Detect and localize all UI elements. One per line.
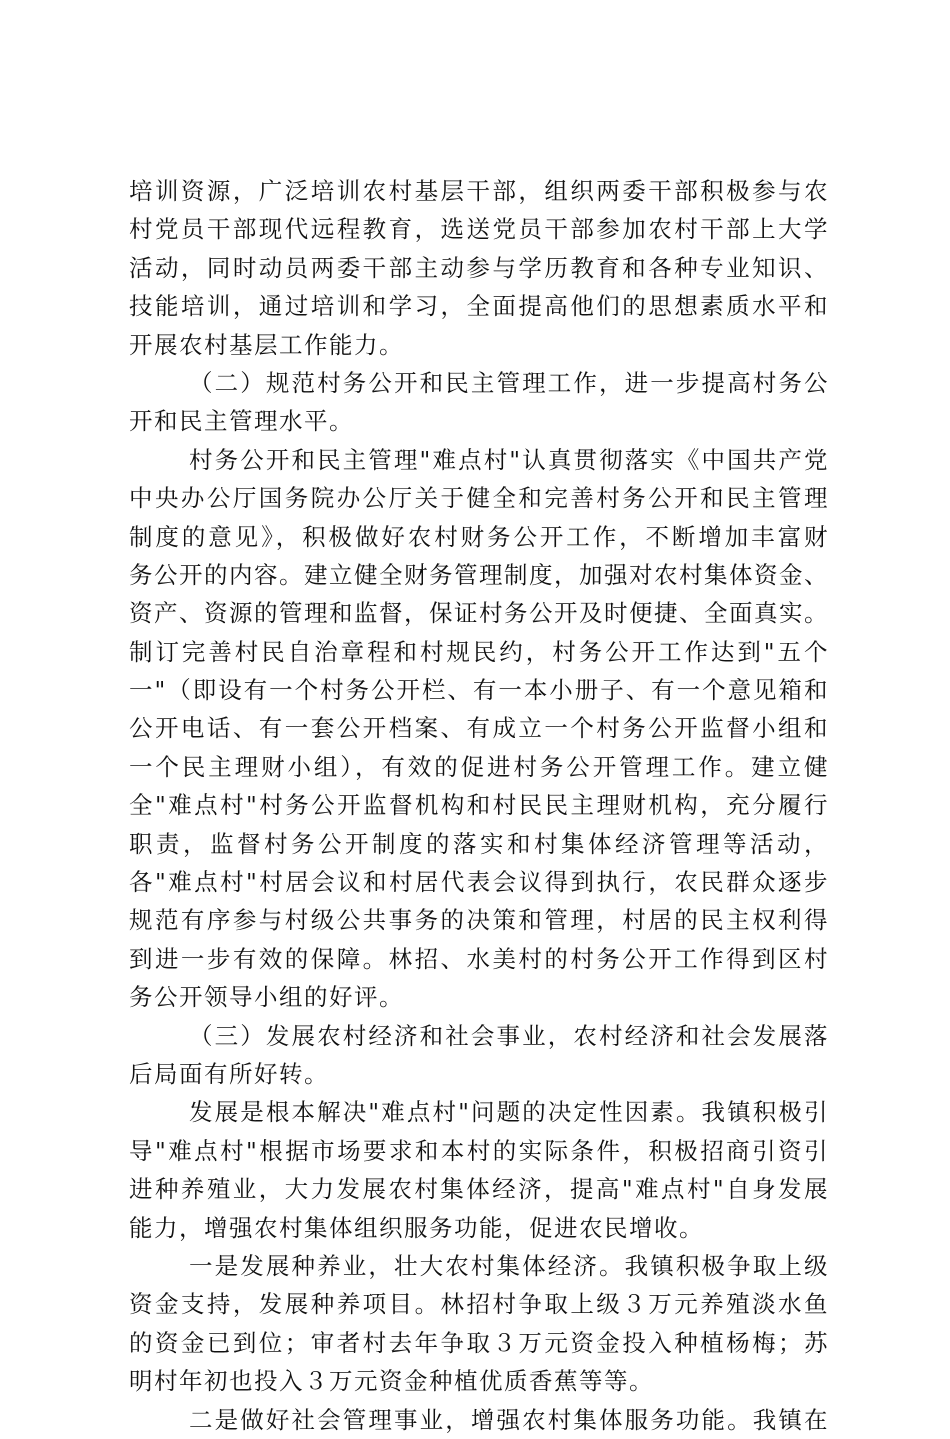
paragraph-social-management (129, 1401, 829, 1439)
section-heading-two (129, 364, 829, 441)
text-line: 的资金已到位；审者村去年争取３万元资金投入种植杨梅；苏 (129, 1328, 829, 1357)
text-line: 能力，增强农村集体组织服务功能，促进农民增收。 (129, 1213, 704, 1242)
text-line: 发展是根本解决"难点村"问题的决定性因素。我镇积极引 (189, 1098, 829, 1127)
text-line: 规范有序参与村级公共事务的决策和管理，村居的民主权利得 (129, 906, 829, 935)
text-line: 资金支持，发展种养项目。林招村争取上级３万元养殖淡水鱼 (129, 1290, 829, 1319)
text-line: 导"难点村"根据市场要求和本村的实际条件，积极招商引资引 (129, 1136, 829, 1165)
heading-line: （三）发展农村经济和社会事业，农村经济和社会发展落 (189, 1021, 829, 1050)
text-line: 明村年初也投入３万元资金种植优质香蕉等等。 (129, 1367, 654, 1396)
text-line: 各"难点村"村居会议和村居代表会议得到执行，农民群众逐步 (129, 868, 829, 897)
text-line: 一个民主理财小组），有效的促进村务公开管理工作。建立健 (129, 752, 829, 781)
text-line: 培训资源，广泛培训农村基层干部，组织两委干部积极参与农 (129, 177, 829, 205)
heading-line: 后局面有所好转。 (129, 1059, 329, 1088)
paragraph-village-affairs (129, 441, 829, 1017)
document-page (129, 172, 829, 1439)
text-line: 全"难点村"村务公开监督机构和村民民主理财机构，充分履行 (129, 791, 829, 820)
text-line: 一"（即设有一个村务公开栏、有一本小册子、有一个意见箱和 (129, 676, 829, 705)
text-line: 制度的意见》，积极做好农村财务公开工作，不断增加丰富财 (129, 522, 829, 551)
text-line: 村党员干部现代远程教育，选送党员干部参加农村干部上大学 (129, 215, 829, 244)
heading-line: （二）规范村务公开和民主管理工作，进一步提高村务公 (189, 368, 829, 397)
text-line: 技能培训，通过培训和学习，全面提高他们的思想素质水平和 (129, 292, 829, 321)
paragraph-planting-breeding (129, 1247, 829, 1401)
text-line: 制订完善村民自治章程和村规民约，村务公开工作达到"五个 (129, 637, 829, 666)
text-line: 资产、资源的管理和监督，保证村务公开及时便捷、全面真实。 (129, 599, 829, 628)
text-line: 职责，监督村务公开制度的落实和村集体经济管理等活动， (129, 829, 829, 858)
text-line: 中央办公厅国务院办公厅关于健全和完善村务公开和民主管理 (129, 484, 829, 513)
text-line: 公开电话、有一套公开档案、有成立一个村务公开监督小组和 (129, 714, 829, 743)
text-line: 进种养殖业，大力发展农村集体经济，提高"难点村"自身发展 (129, 1175, 829, 1204)
heading-line: 开和民主管理水平。 (129, 407, 354, 436)
text-line: 开展农村基层工作能力。 (129, 330, 404, 359)
text-line: 一是发展种养业，壮大农村集体经济。我镇积极争取上级 (189, 1251, 829, 1280)
text-line: 务公开的内容。建立健全财务管理制度，加强对农村集体资金、 (129, 560, 829, 589)
section-heading-three (129, 1017, 829, 1094)
text-line: 二是做好社会管理事业，增强农村集体服务功能。我镇在 (189, 1405, 829, 1434)
paragraph-training (129, 172, 829, 364)
paragraph-development (129, 1093, 829, 1247)
text-line: 村务公开和民主管理"难点村"认真贯彻落实《中国共产党 (189, 445, 829, 474)
text-line: 务公开领导小组的好评。 (129, 983, 404, 1012)
text-line: 到进一步有效的保障。林招、水美村的村务公开工作得到区村 (129, 944, 829, 973)
text-line: 活动，同时动员两委干部主动参与学历教育和各种专业知识、 (129, 253, 829, 282)
